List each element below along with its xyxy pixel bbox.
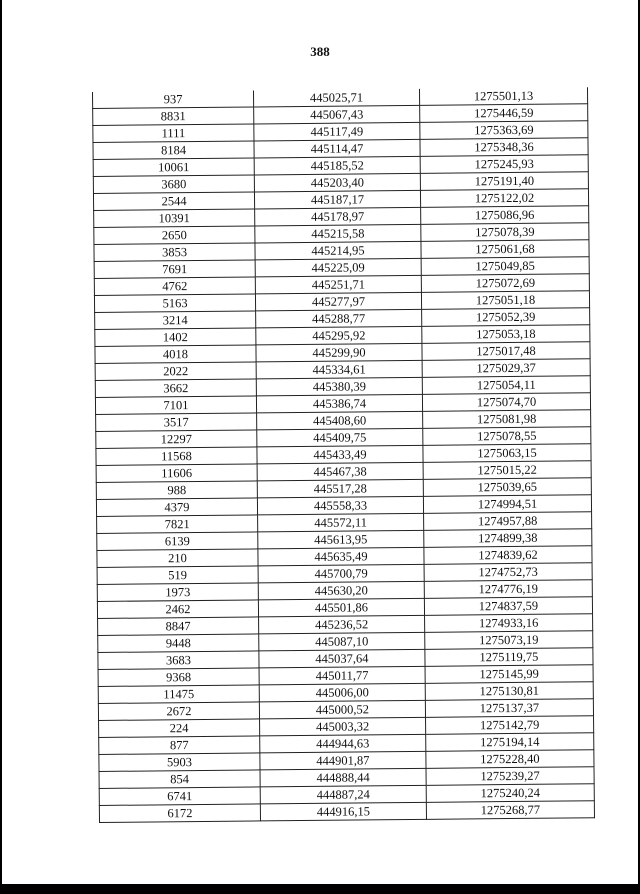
y-coordinate-cell: 1275081,98 (423, 410, 591, 429)
x-coordinate-cell: 445187,17 (254, 190, 420, 209)
x-coordinate-cell: 444916,15 (260, 802, 426, 821)
y-coordinate-cell: 1275078,39 (421, 223, 589, 242)
x-coordinate-cell: 445067,43 (254, 105, 420, 124)
point-number-cell: 2672 (98, 702, 259, 721)
x-coordinate-cell: 445408,60 (257, 411, 423, 430)
x-coordinate-cell: 445295,92 (256, 326, 422, 345)
x-coordinate-cell: 445409,75 (257, 428, 423, 447)
point-number-cell: 5163 (94, 294, 255, 313)
x-coordinate-cell: 445334,61 (256, 360, 422, 379)
x-coordinate-cell: 445215,58 (255, 224, 421, 243)
x-coordinate-cell: 445433,49 (257, 445, 423, 464)
point-number-cell: 1973 (97, 583, 258, 602)
y-coordinate-cell: 1275015,22 (423, 461, 591, 480)
x-coordinate-cell: 445225,09 (255, 258, 421, 277)
point-number-cell: 6172 (99, 804, 260, 823)
point-number-cell: 6139 (97, 532, 258, 551)
point-number-cell: 3214 (95, 311, 256, 330)
y-coordinate-cell: 1274837,59 (424, 597, 592, 616)
x-coordinate-cell: 445011,77 (259, 666, 425, 685)
y-coordinate-cell: 1274994,51 (423, 495, 591, 514)
y-coordinate-cell: 1275051,18 (421, 291, 589, 310)
y-coordinate-cell: 1274957,88 (424, 512, 592, 531)
point-number-cell: 854 (99, 770, 260, 789)
x-coordinate-cell: 445178,97 (255, 207, 421, 226)
y-coordinate-cell: 1275363,69 (420, 121, 588, 140)
point-number-cell: 4018 (95, 345, 256, 364)
y-coordinate-cell: 1275240,24 (426, 784, 594, 803)
point-number-cell: 8184 (93, 141, 254, 160)
y-coordinate-cell: 1274899,38 (424, 529, 592, 548)
point-number-cell: 10391 (94, 209, 255, 228)
y-coordinate-cell: 1275074,70 (422, 393, 590, 412)
y-coordinate-cell: 1275245,93 (420, 155, 588, 174)
x-coordinate-cell: 445558,33 (257, 496, 423, 515)
point-number-cell: 1111 (93, 124, 254, 143)
y-coordinate-cell: 1275049,85 (421, 257, 589, 276)
y-coordinate-cell: 1275017,48 (422, 342, 590, 361)
point-number-cell: 4379 (96, 498, 257, 517)
y-coordinate-cell: 1275029,37 (422, 359, 590, 378)
x-coordinate-cell: 445517,28 (257, 479, 423, 498)
point-number-cell: 210 (97, 549, 258, 568)
coordinates-table-body (92, 87, 594, 822)
point-number-cell: 7101 (95, 396, 256, 415)
point-number-cell: 2650 (94, 226, 255, 245)
x-coordinate-cell: 445700,79 (258, 564, 424, 583)
x-coordinate-cell: 445467,38 (257, 462, 423, 481)
point-number-cell: 3517 (96, 413, 257, 432)
x-coordinate-cell: 445277,97 (255, 292, 421, 311)
document-page (2, 0, 638, 884)
point-number-cell: 3683 (98, 651, 259, 670)
x-coordinate-cell: 445087,10 (259, 632, 425, 651)
y-coordinate-cell: 1275191,40 (420, 172, 588, 191)
x-coordinate-cell: 445635,49 (258, 547, 424, 566)
point-number-cell: 11606 (96, 464, 257, 483)
y-coordinate-cell: 1275078,55 (423, 427, 591, 446)
y-coordinate-cell: 1275130,81 (425, 682, 593, 701)
x-coordinate-cell: 445000,52 (259, 700, 425, 719)
x-coordinate-cell: 445251,71 (255, 275, 421, 294)
point-number-cell: 4762 (94, 277, 255, 296)
coordinates-table (92, 87, 595, 823)
point-number-cell: 7821 (97, 515, 258, 534)
point-number-cell: 11475 (98, 685, 259, 704)
y-coordinate-cell: 1275145,99 (425, 665, 593, 684)
point-number-cell: 2462 (97, 600, 258, 619)
point-number-cell: 5903 (99, 753, 260, 772)
x-coordinate-cell: 445114,47 (254, 139, 420, 158)
x-coordinate-cell: 444944,63 (260, 734, 426, 753)
point-number-cell: 8847 (98, 617, 259, 636)
point-number-cell: 8831 (93, 107, 254, 126)
point-number-cell: 3662 (95, 379, 256, 398)
y-coordinate-cell: 1274776,19 (424, 580, 592, 599)
x-coordinate-cell: 445380,39 (256, 377, 422, 396)
point-number-cell: 519 (97, 566, 258, 585)
point-number-cell: 2022 (95, 362, 256, 381)
y-coordinate-cell: 1275268,77 (426, 801, 594, 820)
y-coordinate-cell: 1275194,14 (426, 733, 594, 752)
x-coordinate-cell: 445214,95 (255, 241, 421, 260)
point-number-cell: 9448 (98, 634, 259, 653)
y-coordinate-cell: 1275039,65 (423, 478, 591, 497)
point-number-cell: 2544 (93, 192, 254, 211)
x-coordinate-cell: 445025,71 (253, 89, 419, 107)
y-coordinate-cell: 1275073,19 (425, 631, 593, 650)
x-coordinate-cell: 445236,52 (259, 615, 425, 634)
x-coordinate-cell: 445185,52 (254, 156, 420, 175)
y-coordinate-cell: 1275052,39 (422, 308, 590, 327)
y-coordinate-cell: 1275142,79 (426, 716, 594, 735)
point-number-cell: 6741 (99, 787, 260, 806)
x-coordinate-cell: 445299,90 (256, 343, 422, 362)
x-coordinate-cell: 445037,64 (259, 649, 425, 668)
x-coordinate-cell: 445203,40 (254, 173, 420, 192)
y-coordinate-cell: 1275348,36 (420, 138, 588, 157)
point-number-cell: 224 (99, 719, 260, 738)
point-number-cell: 988 (96, 481, 257, 500)
point-number-cell: 11568 (96, 447, 257, 466)
x-coordinate-cell: 445572,11 (258, 513, 424, 532)
point-number-cell: 877 (99, 736, 260, 755)
y-coordinate-cell: 1275072,69 (421, 274, 589, 293)
x-coordinate-cell: 445386,74 (256, 394, 422, 413)
point-number-cell: 7691 (94, 260, 255, 279)
page-number: 388 (310, 44, 330, 59)
y-coordinate-cell: 1275063,15 (423, 444, 591, 463)
y-coordinate-cell: 1275086,96 (421, 206, 589, 225)
point-number-cell: 3853 (94, 243, 255, 262)
x-coordinate-cell: 445288,77 (256, 309, 422, 328)
x-coordinate-cell: 445117,49 (254, 122, 420, 141)
point-number-cell: 9368 (98, 668, 259, 687)
x-coordinate-cell: 444888,44 (260, 768, 426, 787)
y-coordinate-cell: 1275239,27 (426, 767, 594, 786)
y-coordinate-cell: 1275054,11 (422, 376, 590, 395)
y-coordinate-cell: 1275119,75 (425, 648, 593, 667)
y-coordinate-cell: 1275122,02 (420, 189, 588, 208)
x-coordinate-cell: 445613,95 (258, 530, 424, 549)
x-coordinate-cell: 444901,87 (260, 751, 426, 770)
y-coordinate-cell: 1275137,37 (425, 699, 593, 718)
x-coordinate-cell: 445630,20 (258, 581, 424, 600)
y-coordinate-cell: 1275053,18 (422, 325, 590, 344)
y-coordinate-cell: 1274752,73 (424, 563, 592, 582)
y-coordinate-cell: 1275228,40 (426, 750, 594, 769)
x-coordinate-cell: 444887,24 (260, 785, 426, 804)
y-coordinate-cell: 1275446,59 (420, 104, 588, 123)
point-number-cell: 1402 (95, 328, 256, 347)
point-number-cell: 3680 (93, 175, 254, 194)
point-number-cell: 937 (92, 90, 253, 108)
x-coordinate-cell: 445501,86 (258, 598, 424, 617)
y-coordinate-cell: 1275061,68 (421, 240, 589, 259)
point-number-cell: 10061 (93, 158, 254, 177)
y-coordinate-cell: 1274933,16 (425, 614, 593, 633)
point-number-cell: 12297 (96, 430, 257, 449)
x-coordinate-cell: 445006,00 (259, 683, 425, 702)
y-coordinate-cell: 1275501,13 (419, 87, 587, 105)
x-coordinate-cell: 445003,32 (260, 717, 426, 736)
y-coordinate-cell: 1274839,62 (424, 546, 592, 565)
